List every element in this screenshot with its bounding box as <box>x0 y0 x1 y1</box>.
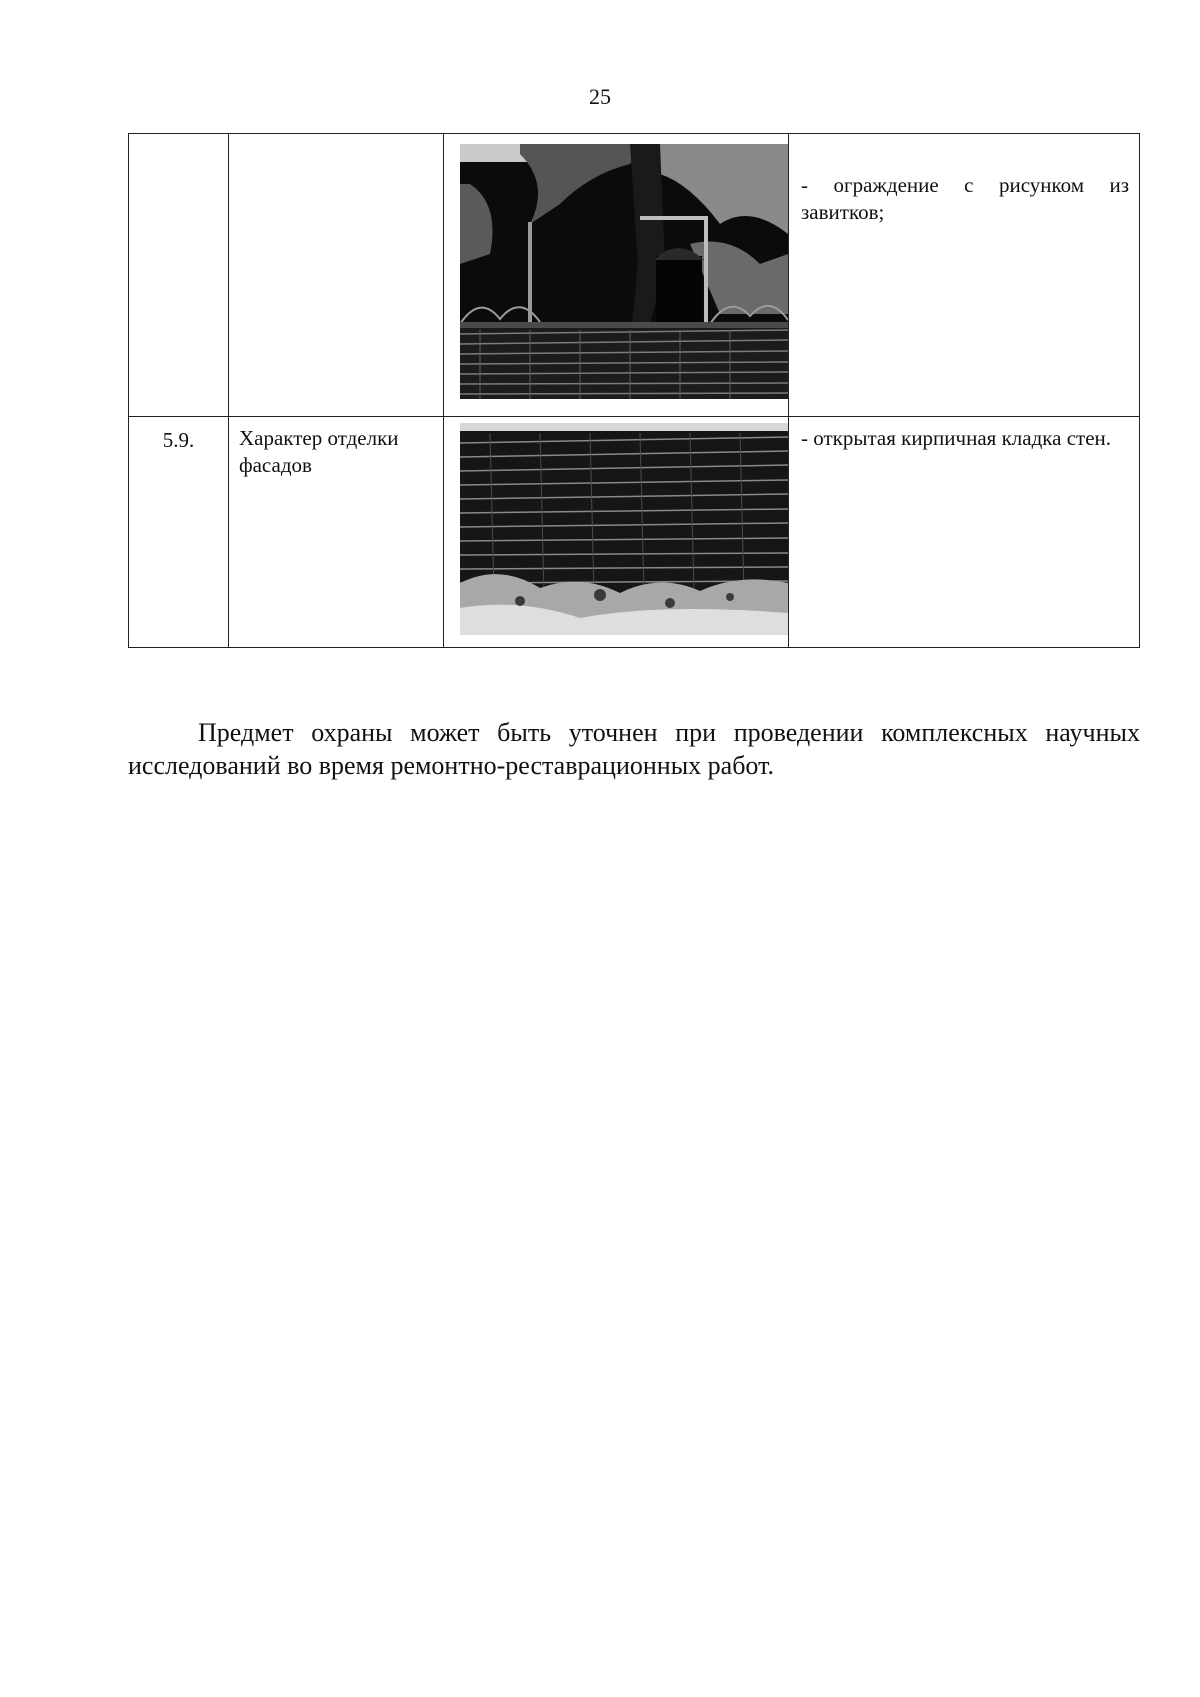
row-number: 5.9. <box>162 428 195 452</box>
row-name: Характер отделки фасадов <box>239 426 399 477</box>
photo-brick-wall <box>460 423 788 635</box>
table-row <box>129 134 1140 417</box>
cell-description <box>789 417 1140 648</box>
closing-paragraph: Предмет охраны может быть уточнен при проведении комплексных научных исследований во время ремонтно-реставрационных работ. <box>128 718 1140 780</box>
cell-description <box>789 134 1140 417</box>
cell-number <box>129 417 229 648</box>
table-row <box>129 417 1140 648</box>
row-name <box>229 134 443 150</box>
protection-table <box>128 133 1140 648</box>
cell-name <box>229 417 444 648</box>
row-number <box>129 134 228 152</box>
row-description: - открытая кирпичная кладка стен. <box>801 426 1112 450</box>
cell-photo <box>444 134 789 417</box>
cell-number <box>129 134 229 417</box>
row-description: - ограждение с рисунком из завитков; <box>801 173 1129 224</box>
cell-name <box>229 134 444 417</box>
page-number: 25 <box>589 84 611 109</box>
cell-photo <box>444 417 789 648</box>
photo-fence-scroll-pattern <box>460 144 788 399</box>
